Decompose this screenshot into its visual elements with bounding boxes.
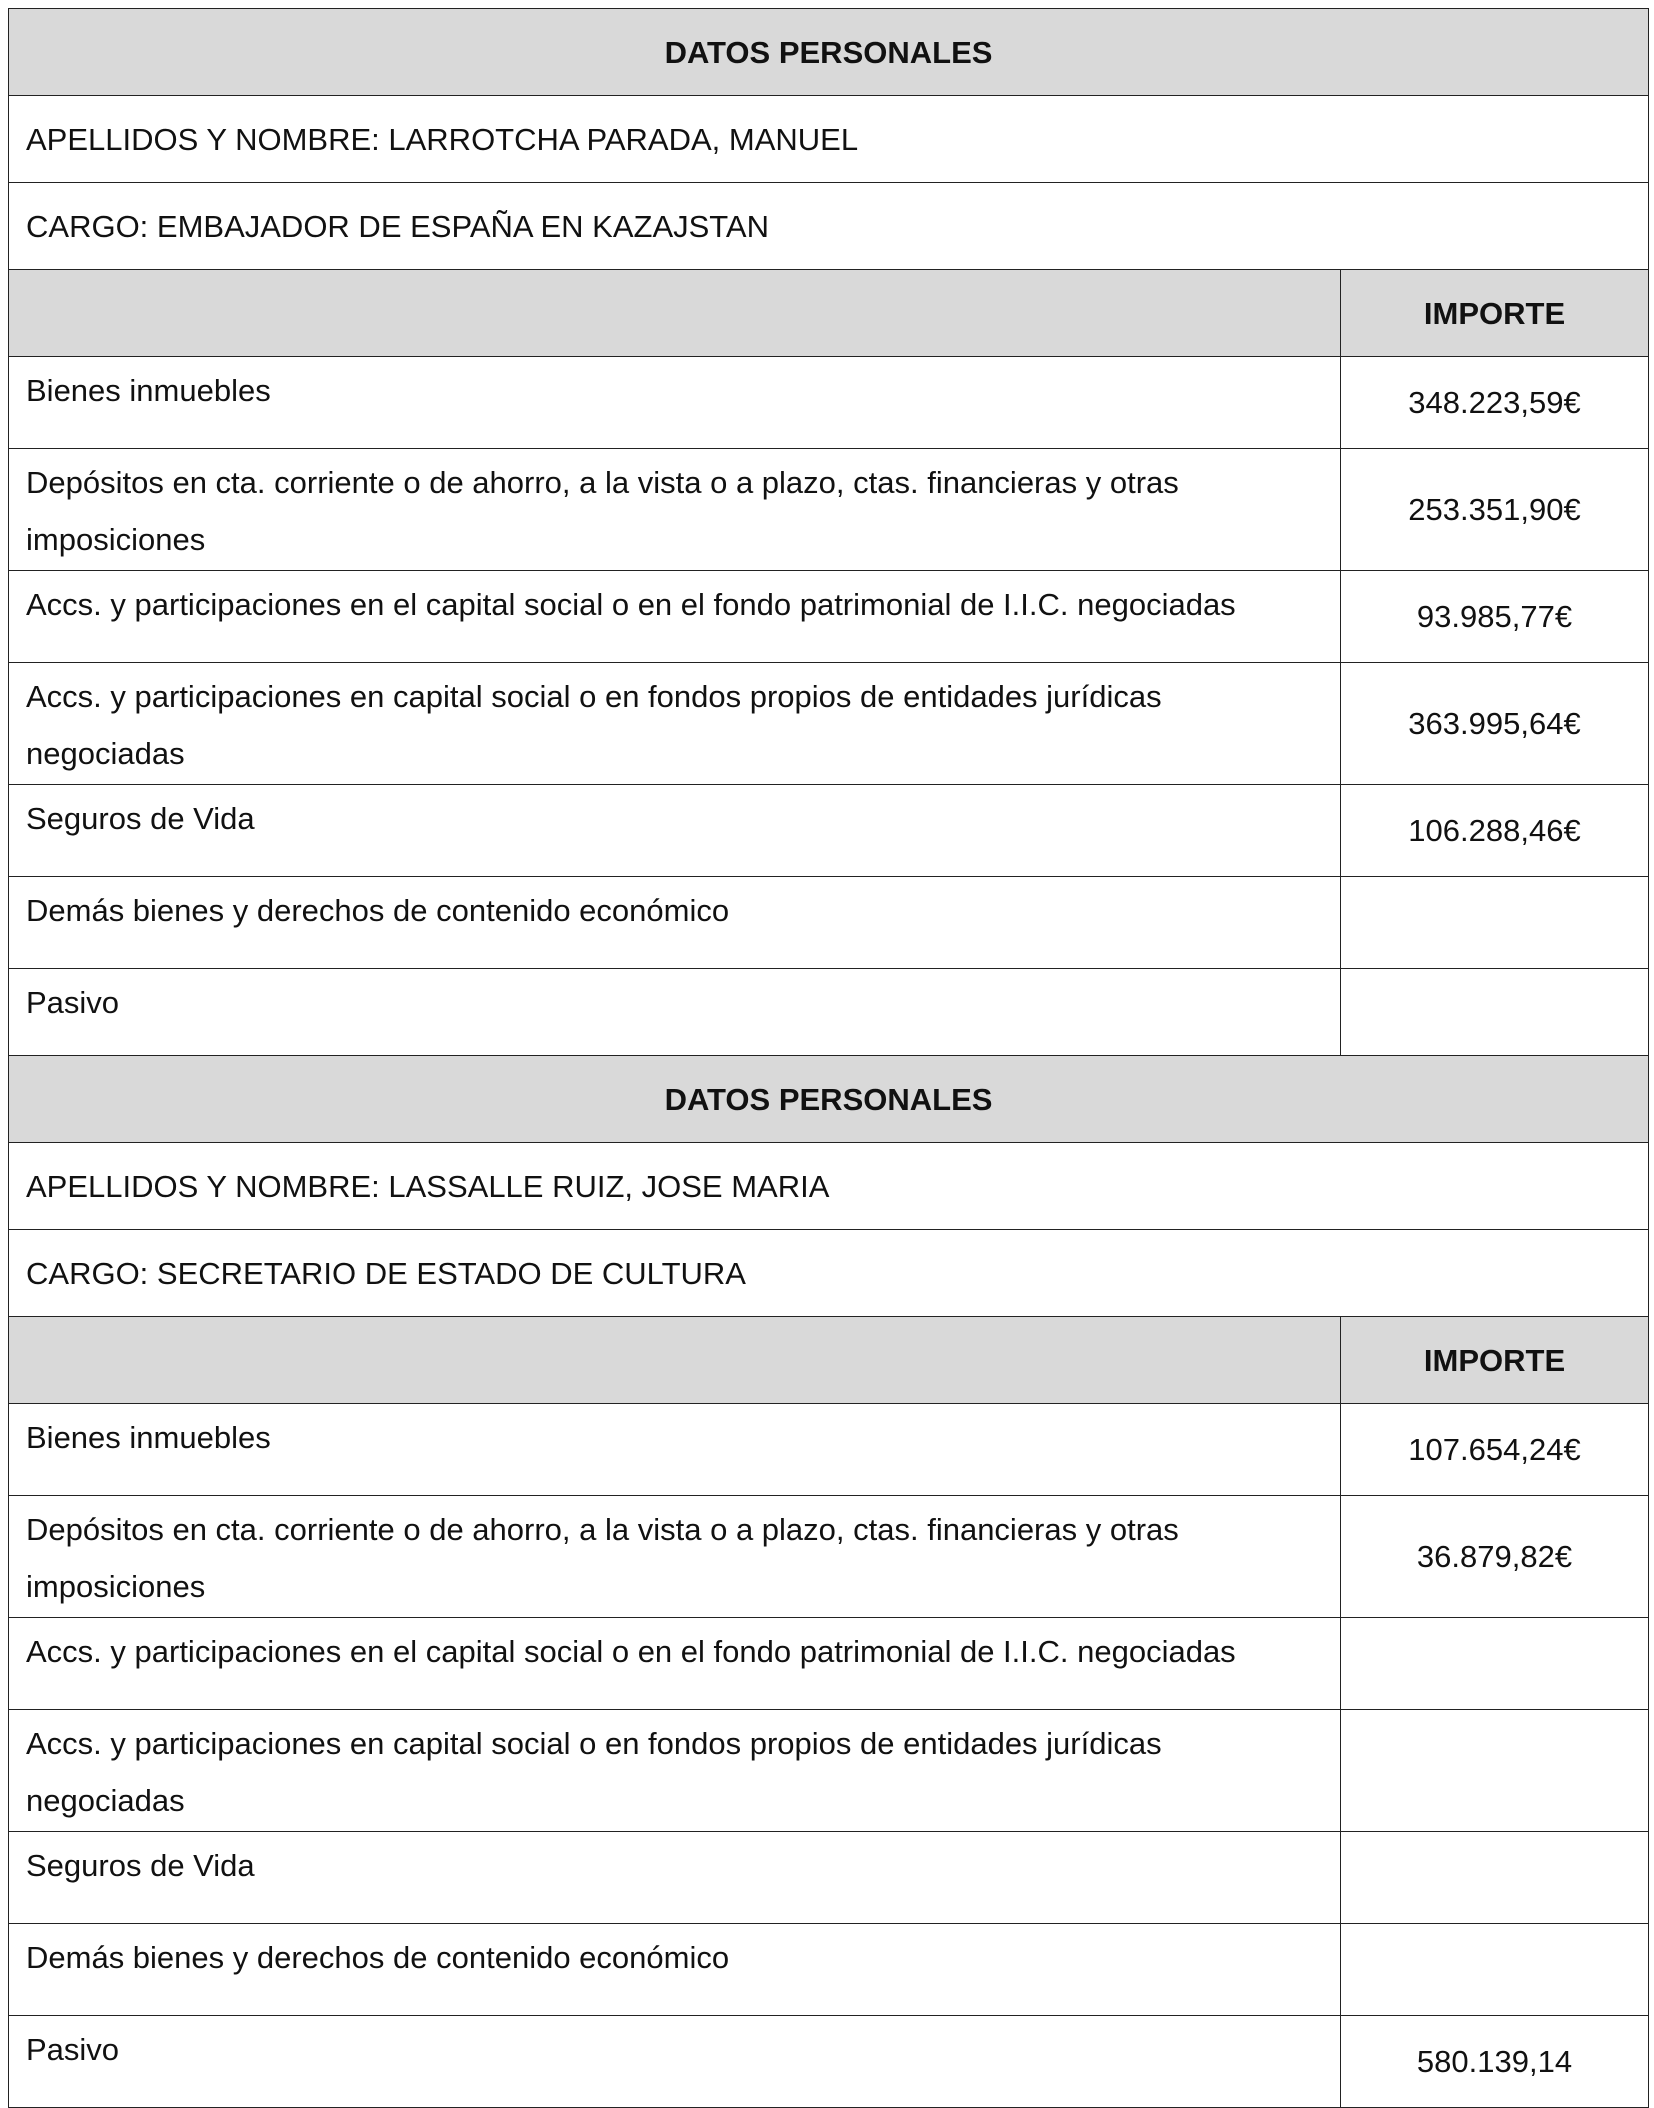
row-label: Seguros de Vida — [9, 785, 1341, 877]
table-row — [9, 1618, 1649, 1710]
table-row — [9, 1710, 1649, 1832]
row-label: Accs. y participaciones en el capital social o en el fondo patrimonial de I.I.C. negociadas — [9, 571, 1341, 663]
row-amount — [1341, 1832, 1649, 1924]
row-label: Pasivo — [9, 969, 1341, 1061]
row-label: Accs. y participaciones en capital social o en fondos propios de entidades jurídicas negociadas — [9, 663, 1341, 785]
name-line: APELLIDOS Y NOMBRE: LARROTCHA PARADA, MANUEL — [9, 96, 1649, 183]
row-amount: 580.139,14 — [1341, 2016, 1649, 2108]
row-label: Pasivo — [9, 2016, 1341, 2108]
concept-header-cell — [9, 270, 1341, 357]
table-row — [9, 357, 1649, 449]
row-amount: 348.223,59€ — [1341, 357, 1649, 449]
table-row — [9, 877, 1649, 969]
row-label: Accs. y participaciones en capital social o en fondos propios de entidades jurídicas negociadas — [9, 1710, 1341, 1832]
concept-header-cell — [9, 1317, 1341, 1404]
amount-header: IMPORTE — [1341, 1317, 1649, 1404]
name-line: APELLIDOS Y NOMBRE: LASSALLE RUIZ, JOSE MARIA — [9, 1143, 1649, 1230]
row-amount: 36.879,82€ — [1341, 1496, 1649, 1618]
table-row — [9, 785, 1649, 877]
row-amount — [1341, 877, 1649, 969]
table-row — [9, 571, 1649, 663]
amount-header: IMPORTE — [1341, 270, 1649, 357]
row-label: Depósitos en cta. corriente o de ahorro, a la vista o a plazo, ctas. financieras y otras imposiciones — [9, 449, 1341, 571]
section-header: DATOS PERSONALES — [9, 9, 1649, 96]
row-amount: 363.995,64€ — [1341, 663, 1649, 785]
table-row — [9, 1496, 1649, 1618]
row-amount — [1341, 1618, 1649, 1710]
row-label: Accs. y participaciones en el capital social o en el fondo patrimonial de I.I.C. negociadas — [9, 1618, 1341, 1710]
row-label: Demás bienes y derechos de contenido económico — [9, 1924, 1341, 2016]
row-amount: 93.985,77€ — [1341, 571, 1649, 663]
table-row — [9, 1924, 1649, 2016]
section-header: DATOS PERSONALES — [9, 1056, 1649, 1143]
row-label: Bienes inmuebles — [9, 1404, 1341, 1496]
table-row — [9, 1404, 1649, 1496]
table-row — [9, 969, 1649, 1061]
table-row — [9, 663, 1649, 785]
cargo-line: CARGO: SECRETARIO DE ESTADO DE CULTURA — [9, 1230, 1649, 1317]
row-label: Seguros de Vida — [9, 1832, 1341, 1924]
row-label: Demás bienes y derechos de contenido económico — [9, 877, 1341, 969]
declaration-table-2 — [8, 1055, 1649, 2108]
row-amount: 106.288,46€ — [1341, 785, 1649, 877]
row-label: Depósitos en cta. corriente o de ahorro, a la vista o a plazo, ctas. financieras y otras imposiciones — [9, 1496, 1341, 1618]
table-row — [9, 2016, 1649, 2108]
row-amount — [1341, 1924, 1649, 2016]
row-amount — [1341, 969, 1649, 1061]
cargo-line: CARGO: EMBAJADOR DE ESPAÑA EN KAZAJSTAN — [9, 183, 1649, 270]
declaration-table-1 — [8, 8, 1649, 1061]
row-amount: 107.654,24€ — [1341, 1404, 1649, 1496]
table-row — [9, 449, 1649, 571]
table-row — [9, 1832, 1649, 1924]
row-label: Bienes inmuebles — [9, 357, 1341, 449]
row-amount: 253.351,90€ — [1341, 449, 1649, 571]
row-amount — [1341, 1710, 1649, 1832]
